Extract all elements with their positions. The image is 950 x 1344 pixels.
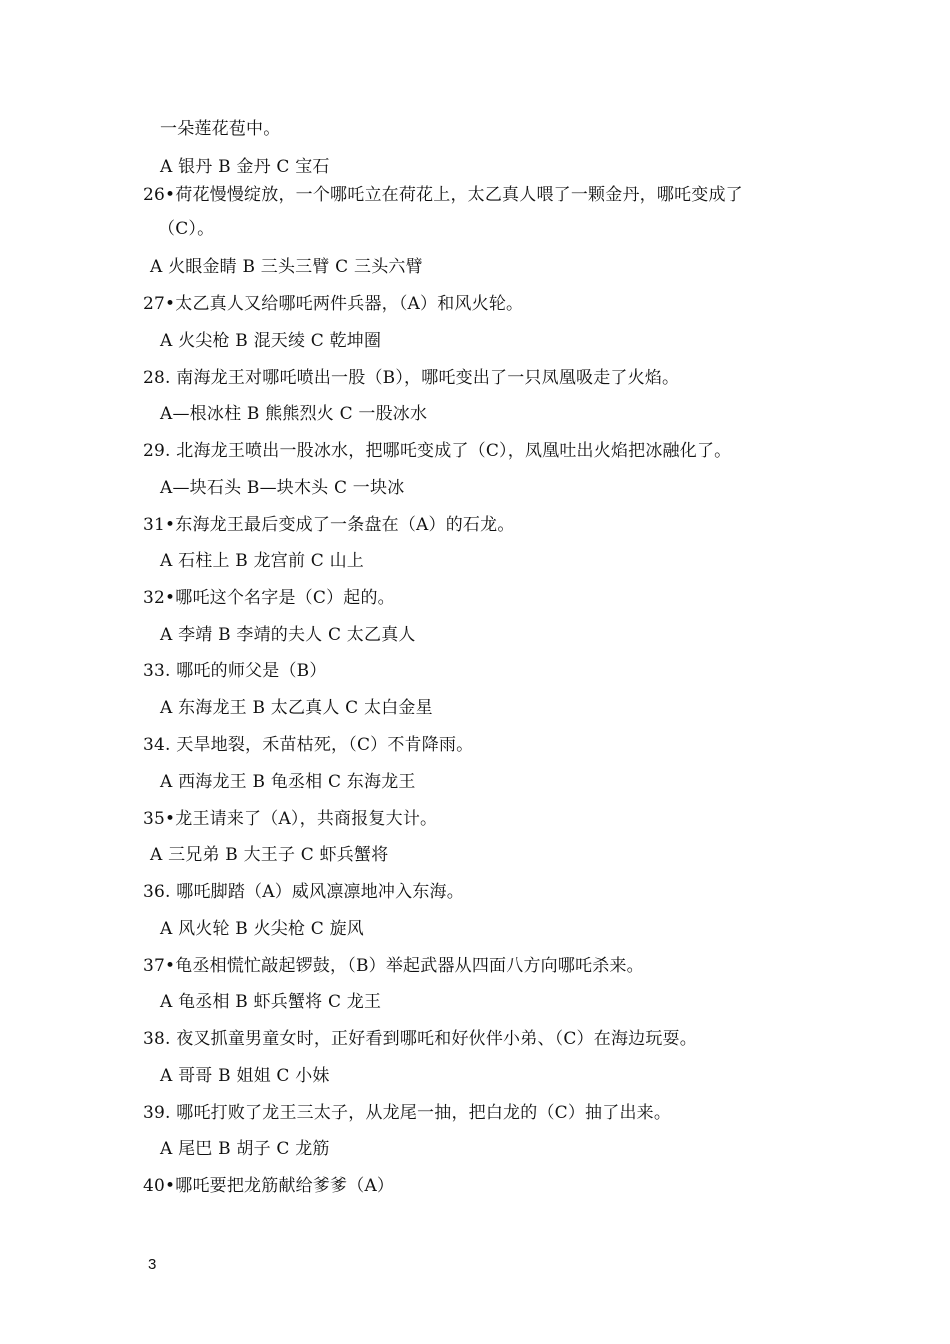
- answer-options: A 风火轮 B 火尖枪 C 旋风: [160, 919, 364, 939]
- answer-options: A 西海龙王 B 龟丞相 C 东海龙王: [160, 772, 416, 792]
- text-line: 一朵莲花苞中。: [160, 119, 281, 139]
- answer-options: A 李靖 B 李靖的夫人 C 太乙真人: [160, 625, 416, 645]
- answer-options: A 火尖枪 B 混天绫 C 乾坤圈: [160, 331, 382, 351]
- answer-options: A 龟丞相 B 虾兵蟹将 C 龙王: [160, 992, 382, 1012]
- answer-options: A 尾巴 B 胡子 C 龙筋: [160, 1139, 330, 1159]
- question-27: 27•太乙真人又给哪吒两件兵器，（A）和风火轮。: [143, 294, 524, 314]
- question-39: 39. 哪吒打败了龙王三太子，从龙尾一抽，把白龙的（C）抽了出来。: [143, 1103, 672, 1123]
- question-36: 36. 哪吒脚踏（A）威风凛凛地冲入东海。: [143, 882, 464, 902]
- page-number: 3: [148, 1256, 157, 1273]
- question-33: 33. 哪吒的师父是（B）: [143, 661, 327, 681]
- answer-options: A 火眼金睛 B 三头三臂 C 三头六臂: [150, 257, 423, 277]
- answer-options: A 东海龙王 B 太乙真人 C 太白金星: [160, 698, 433, 718]
- question-29: 29. 北海龙王喷出一股冰水，把哪吒变成了（C），凤凰吐出火焰把冰融化了。: [143, 441, 732, 461]
- answer-options: A—根冰柱 B 熊熊烈火 C 一股冰水: [160, 404, 428, 424]
- question-38: 38. 夜叉抓童男童女时，正好看到哪吒和好伙伴小弟、（C）在海边玩耍。: [143, 1029, 697, 1049]
- answer-options: A 三兄弟 B 大王子 C 虾兵蟹将: [150, 845, 389, 865]
- question-37: 37•龟丞相慌忙敲起锣鼓，（B）举起武器从四面八方向哪吒杀来。: [143, 956, 644, 976]
- answer-options: A 哥哥 B 姐姐 C 小妹: [160, 1066, 330, 1086]
- question-26: 26•荷花慢慢绽放，一个哪吒立在荷花上，太乙真人喂了一颗金丹，哪吒变成了: [143, 185, 743, 205]
- answer-options: A 石柱上 B 龙宫前 C 山上: [160, 551, 364, 571]
- question-34: 34. 天旱地裂，禾苗枯死，（C）不肯降雨。: [143, 735, 474, 755]
- text-line: （C）。: [158, 219, 215, 239]
- answer-options: A 银丹 B 金丹 C 宝石: [160, 157, 330, 177]
- question-32: 32•哪吒这个名字是（C）起的。: [143, 588, 395, 608]
- question-31: 31•东海龙王最后变成了一条盘在（A）的石龙。: [143, 515, 515, 535]
- question-40: 40•哪吒要把龙筋献给爹爹（A）: [143, 1176, 395, 1196]
- question-28: 28. 南海龙王对哪吒喷出一股（B），哪吒变出了一只凤凰吸走了火焰。: [143, 368, 680, 388]
- question-35: 35•龙王请来了（A），共商报复大计。: [143, 809, 438, 829]
- answer-options: A—块石头 B—块木头 C 一块冰: [160, 478, 405, 498]
